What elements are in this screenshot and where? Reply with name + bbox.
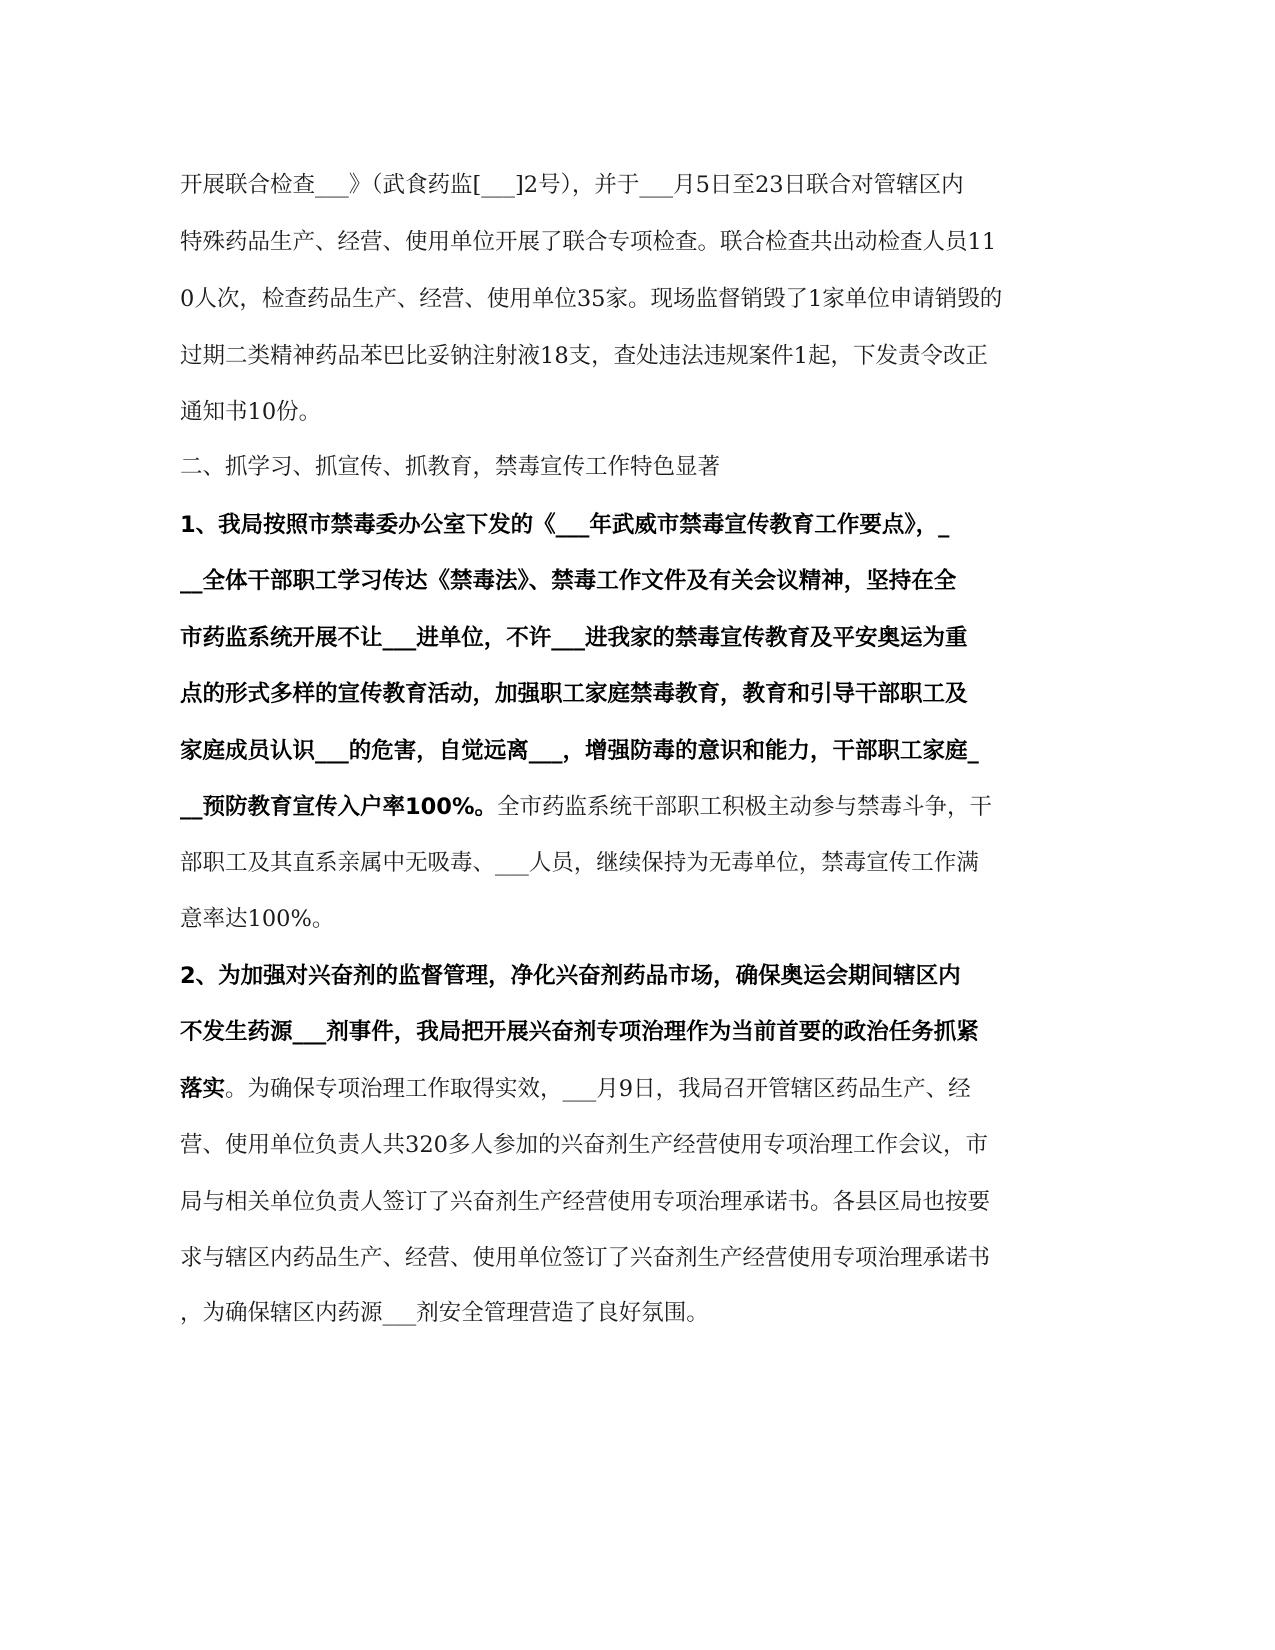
bold-text-segment: 不发生药源___剂事件，我局把开展兴奋剂专项治理作为当前首要的政治任务抓紧: [180, 1019, 979, 1045]
bold-text-segment: 市药监系统开展不让___进单位，不许___进我家的禁毒宣传教育及平安奥运为重: [180, 625, 968, 651]
text-line: [180, 679, 1040, 709]
text-segment: 局与相关单位负责人签订了兴奋剂生产经营使用专项治理承诺书。各县区局也按要: [180, 1189, 991, 1215]
text-segment: 通知书10份。: [180, 399, 322, 425]
text-line: [180, 397, 1040, 427]
text-line: [180, 227, 1040, 257]
text-segment: 开展联合检查___》（武食药监[___]2号），并于___月5日至23日联合对管辖区内: [180, 172, 964, 198]
text-line: [180, 510, 1040, 540]
text-line: [180, 1187, 1040, 1217]
bold-text-segment: __全体干部职工学习传达《禁毒法》、禁毒工作文件及有关会议精神，坚持在全: [180, 568, 957, 594]
text-segment: 意率达100%。: [180, 906, 335, 932]
text-segment: 二、抓学习、抓宣传、抓教育，禁毒宣传工作特色显著: [180, 454, 721, 480]
bold-text-segment: 2、为加强对兴奋剂的监督管理，净化兴奋剂药品市场，确保奥运会期间辖区内: [180, 963, 961, 989]
text-segment: ，为确保辖区内药源___剂安全管理营造了良好氛围。: [180, 1300, 709, 1326]
text-line: [180, 1017, 1040, 1047]
bold-text-segment: 家庭成员认识___的危害，自觉远离___，增强防毒的意识和能力，干部职工家庭_: [180, 738, 979, 764]
text-segment: 特殊药品生产、经营、使用单位开展了联合专项检查。联合检查共出动检查人员11: [180, 229, 997, 255]
text-segment: 求与辖区内药品生产、经营、使用单位签订了兴奋剂生产经营使用专项治理承诺书: [180, 1245, 991, 1271]
text-line: [180, 341, 1040, 371]
bold-text-segment: 落实: [180, 1076, 226, 1102]
text-segment: 全市药监系统干部职工积极主动参与禁毒斗争，干: [497, 794, 993, 820]
text-line: [180, 623, 1040, 653]
text-line: [180, 736, 1040, 766]
text-segment: 过期二类精神药品苯巴比妥钠注射液18支，查处违法违规案件1起，下发责令改正: [180, 343, 988, 369]
text-line: [180, 904, 1040, 934]
text-line: [180, 1130, 1040, 1160]
text-line: [180, 792, 1040, 822]
bold-text-segment: 点的形式多样的宣传教育活动，加强职工家庭禁毒教育，教育和引导干部职工及: [180, 681, 968, 707]
bold-text-segment: 1、我局按照市禁毒委办公室下发的《___年武威市禁毒宣传教育工作要点》，_: [180, 512, 950, 538]
text-line: [180, 452, 1040, 482]
text-line: [180, 284, 1040, 314]
text-segment: 0人次，检查药品生产、经营、使用单位35家。现场监督销毁了1家单位申请销毁的: [180, 286, 1003, 312]
text-line: [180, 1243, 1040, 1273]
text-line: [180, 566, 1040, 596]
bold-text-segment: __预防教育宣传入户率100%。: [180, 794, 498, 820]
text-segment: 部职工及其直系亲属中无吸毒、___人员，继续保持为无毒单位，禁毒宣传工作满: [180, 850, 979, 876]
text-line: [180, 848, 1040, 878]
text-line: [180, 961, 1040, 991]
text-segment: 营、使用单位负责人共320多人参加的兴奋剂生产经营使用专项治理工作会议，市: [180, 1132, 988, 1158]
text-segment: 。为确保专项治理工作取得实效，___月9日，我局召开管辖区药品生产、经: [225, 1076, 971, 1102]
text-line: [180, 170, 1040, 200]
text-line: [180, 1074, 1040, 1104]
text-line: [180, 1298, 1040, 1328]
